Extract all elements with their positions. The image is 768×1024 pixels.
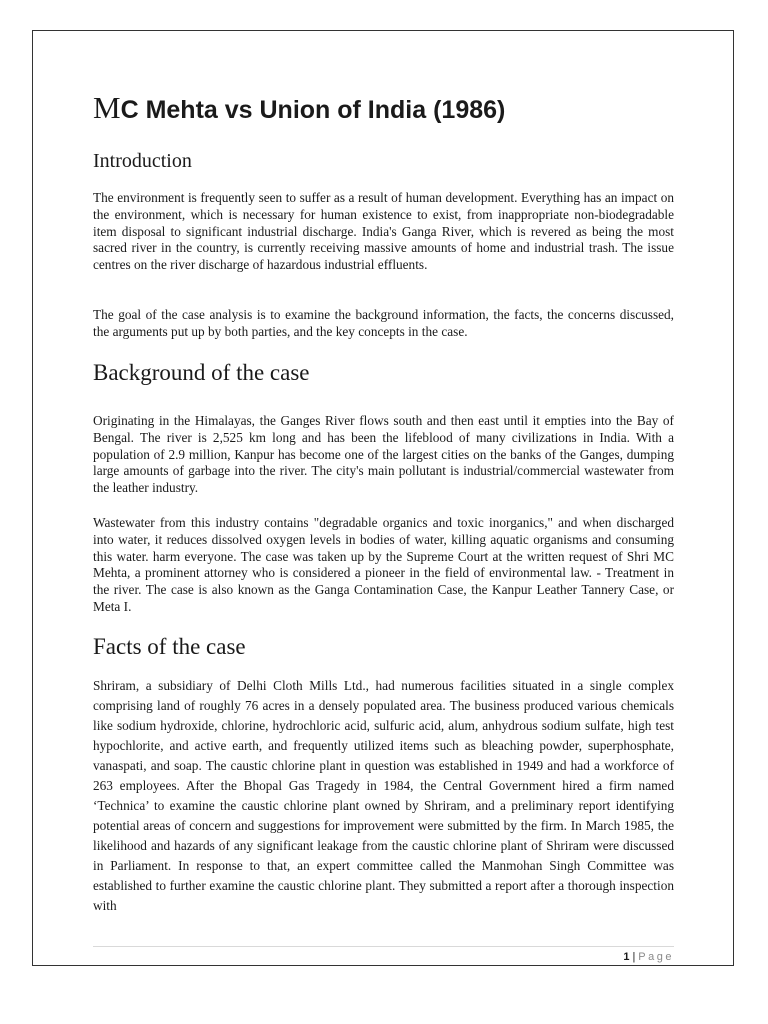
page-label: Page — [638, 951, 674, 963]
heading-background: Background of the case — [93, 360, 310, 385]
page-number: 1 — [623, 951, 630, 963]
footer-separator: | — [632, 951, 636, 963]
heading-facts: Facts of the case — [93, 634, 246, 659]
page-footer — [93, 950, 674, 964]
title-rest: C Mehta vs Union of India (1986) — [120, 96, 506, 124]
title-initial: M — [93, 90, 121, 125]
document-title — [93, 86, 674, 132]
paragraph-facts-1: Shriram, a subsidiary of Delhi Cloth Mills Ltd., had numerous facilities situated in a single complex comprising land of roughly 76 acres in a densely populated area. The business produced various chemicals like sodium hydroxide, chlorine, hydrochloric acid, sulfuric acid, alum, anhydrous sodium sulfate, high test hypochlorite, and active earth, and frequently utilized items such as bleaching powder, superphosphate, vanaspati, and soap. The caustic chlorine plant in question was established in 1949 and had a workforce of 263 employees. After the Bhopal Gas Tragedy in 1984, the Central Government hired a firm named ‘Technica’ to examine the caustic chlorine plant owned by Shriram, and a preliminary report identifying potential areas of concern and suggestions for improvement were submitted by the firm. In March 1985, the likelihood and hazards of any significant leakage from the caustic chlorine plant of Shriram were discussed in Parliament. In response to that, an expert committee called the Manmohan Singh Committee was established to further examine the caustic chlorine plant. They submitted a report after a thorough inspection with — [93, 678, 674, 913]
paragraph-background-1: Originating in the Himalayas, the Ganges River flows south and then east until it empties into the Bay of Bengal. The river is 2,525 km long and has been the lifeblood of many civilizations in India. With a population of 2.9 million, Kanpur has become one of the largest cities on the banks of the Ganges, dumping large amounts of garbage into the river. The city's main pollutant is industrial/commercial wastewater from the leather industry. — [93, 413, 674, 496]
paragraph-introduction-1: The environment is frequently seen to suffer as a result of human development. Everything has an impact on the environment, which is necessary for human existence to exist, from inappropriate non-biodegradable item disposal to significant industrial discharge. India's Ganga River, which is revered as being the most sacred river in the country, is currently receiving massive amounts of home and industrial trash. The issue centres on the river discharge of hazardous industrial effluents. — [93, 190, 674, 273]
paragraph-background-2: Wastewater from this industry contains "degradable organics and toxic inorganics," and when discharged into water, it reduces dissolved oxygen levels in bodies of water, killing aquatic organisms and consuming this water. harm everyone. The case was taken up by the Supreme Court at the written request of Shri MC Mehta, a prominent attorney who is considered a pioneer in the field of environmental law. - Treatment in the river. The case is also known as the Ganga Contamination Case, the Kanpur Leather Tannery Case, or Meta I. — [93, 515, 674, 614]
footer-divider — [93, 946, 674, 947]
paragraph-introduction-2: The goal of the case analysis is to examine the background information, the facts, the concerns discussed, the arguments put up by both parties, and the key concepts in the case. — [93, 307, 674, 339]
heading-introduction: Introduction — [93, 150, 192, 172]
